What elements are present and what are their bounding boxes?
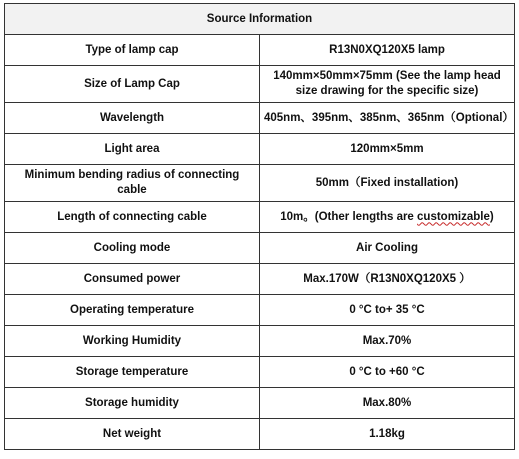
row-label: Wavelength bbox=[5, 103, 260, 134]
row-value: 0 °C to +60 °C bbox=[260, 357, 515, 388]
row-label: Length of connecting cable bbox=[5, 202, 260, 233]
row-value: R13N0XQ120X5 lamp bbox=[260, 35, 515, 66]
table-row bbox=[5, 295, 515, 326]
row-value-text: 10m。(Other lengths are bbox=[280, 210, 418, 223]
row-label: Net weight bbox=[5, 419, 260, 450]
table-row bbox=[5, 388, 515, 419]
table-row bbox=[5, 165, 515, 202]
row-value: Max.170W（R13N0XQ120X5 ） bbox=[260, 264, 515, 295]
source-information-table bbox=[4, 3, 515, 450]
table-row bbox=[5, 103, 515, 134]
table-row bbox=[5, 419, 515, 450]
row-value: 50mm（Fixed installation) bbox=[260, 165, 515, 202]
row-value: Air Cooling bbox=[260, 233, 515, 264]
table-row bbox=[5, 233, 515, 264]
table-row bbox=[5, 202, 515, 233]
row-value: 140mm×50mm×75mm (See the lamp head size drawing for the specific size) bbox=[260, 66, 515, 103]
table-row bbox=[5, 264, 515, 295]
row-label: Working Humidity bbox=[5, 326, 260, 357]
row-value: Max.70% bbox=[260, 326, 515, 357]
row-label: Light area bbox=[5, 134, 260, 165]
row-value: 405nm、395nm、385nm、365nm（Optional） bbox=[260, 103, 515, 134]
row-value: Max.80% bbox=[260, 388, 515, 419]
row-label: Minimum bending radius of connecting cable bbox=[5, 165, 260, 202]
row-label: Consumed power bbox=[5, 264, 260, 295]
table-header: Source Information bbox=[5, 4, 515, 35]
row-label: Storage humidity bbox=[5, 388, 260, 419]
table-row bbox=[5, 134, 515, 165]
row-label: Storage temperature bbox=[5, 357, 260, 388]
spellcheck-flagged-word: customizable bbox=[417, 210, 490, 223]
table-row bbox=[5, 35, 515, 66]
row-label: Type of lamp cap bbox=[5, 35, 260, 66]
table-header-row bbox=[5, 4, 515, 35]
row-value: 120mm×5mm bbox=[260, 134, 515, 165]
row-value: 0 °C to+ 35 °C bbox=[260, 295, 515, 326]
row-value-text-end: ) bbox=[489, 210, 494, 223]
row-value: 1.18kg bbox=[260, 419, 515, 450]
table-row bbox=[5, 326, 515, 357]
row-value bbox=[260, 202, 515, 233]
table-row bbox=[5, 66, 515, 103]
row-label: Size of Lamp Cap bbox=[5, 66, 260, 103]
row-label: Operating temperature bbox=[5, 295, 260, 326]
row-label: Cooling mode bbox=[5, 233, 260, 264]
table-row bbox=[5, 357, 515, 388]
